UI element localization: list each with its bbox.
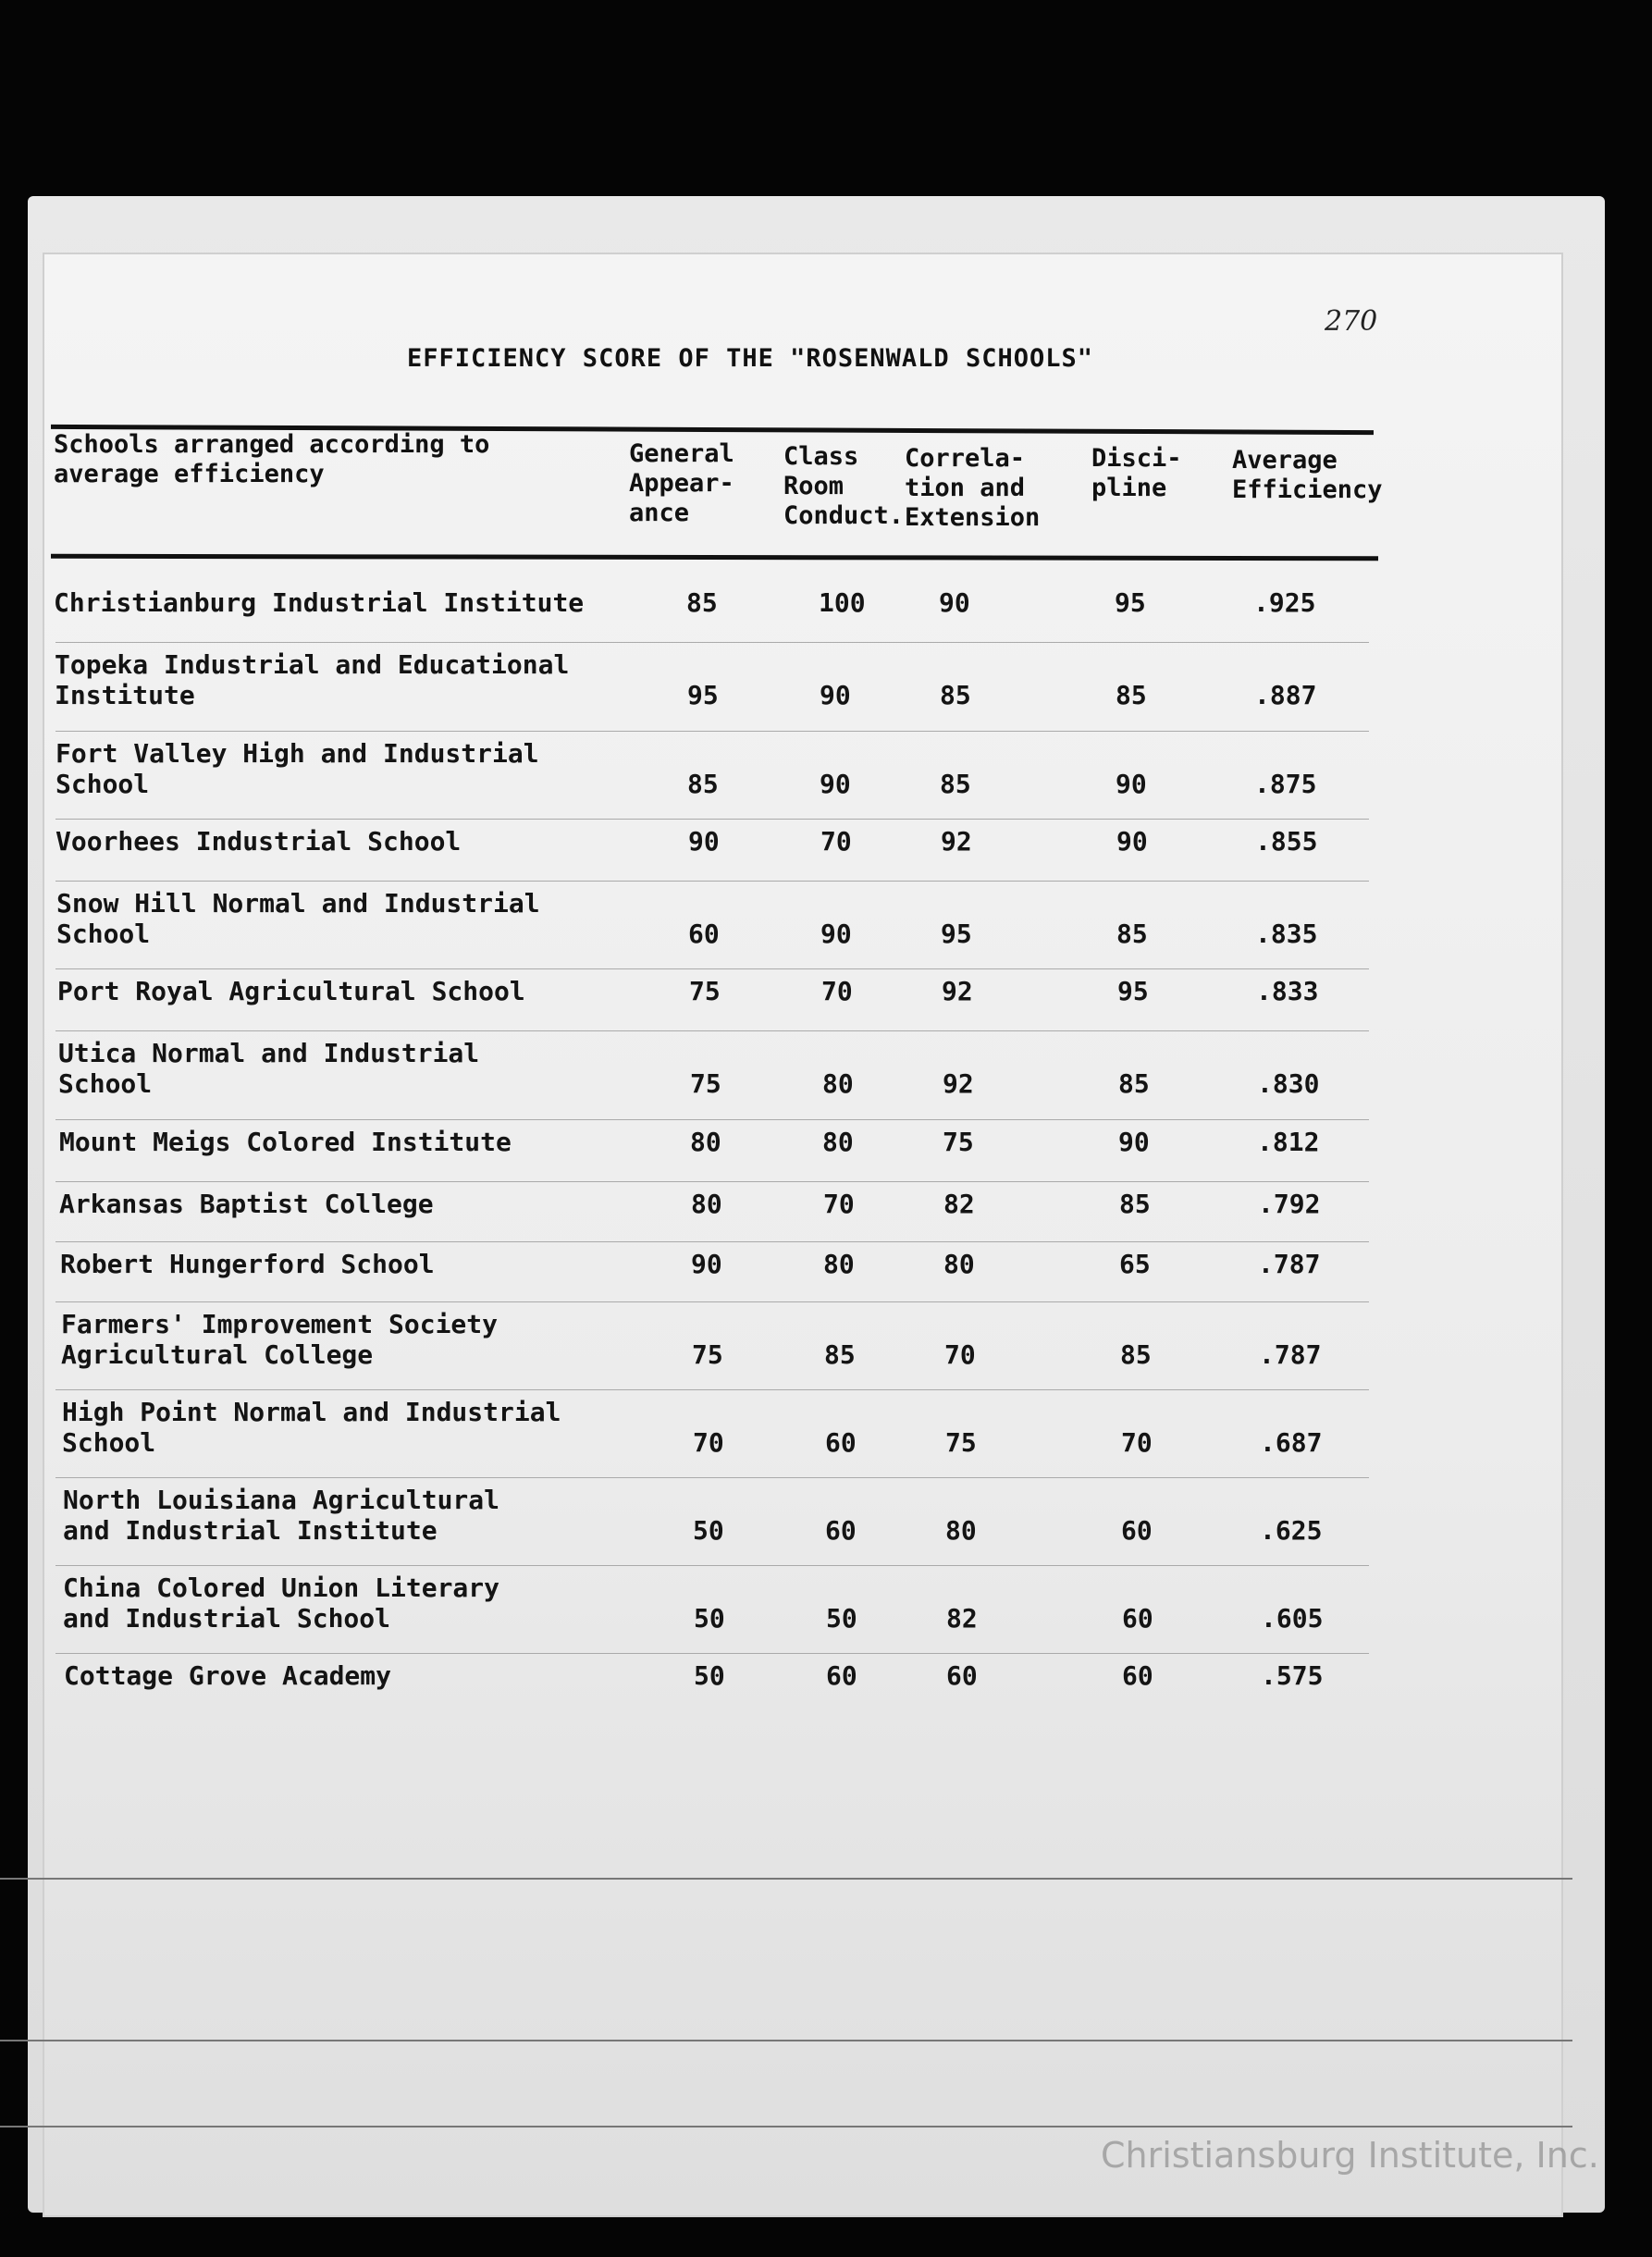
cell-discipline: 85	[1116, 919, 1148, 949]
cell-school-name: Snow Hill Normal and Industrial School	[56, 888, 540, 949]
header-average-efficiency: Average Efficiency	[1232, 446, 1383, 504]
divider-line	[0, 2040, 1572, 2041]
cell-average-efficiency: .830	[1257, 1068, 1320, 1099]
page-number: 270	[1325, 305, 1378, 338]
cell-school-name: Port Royal Agricultural School	[57, 976, 525, 1006]
row-separator	[55, 881, 1369, 882]
cell-general-appearance: 75	[692, 1339, 723, 1370]
cell-discipline: 70	[1121, 1427, 1153, 1458]
cell-correlation-extension: 85	[940, 680, 971, 710]
row-separator	[55, 1030, 1369, 1031]
cell-class-room-conduct: 70	[820, 826, 852, 857]
cell-average-efficiency: .687	[1260, 1427, 1323, 1458]
header-school: Schools arranged according to average efficiency	[54, 430, 490, 488]
cell-correlation-extension: 95	[941, 919, 972, 949]
cell-class-room-conduct: 80	[823, 1249, 855, 1279]
cell-average-efficiency: .787	[1259, 1339, 1322, 1370]
cell-general-appearance: 70	[693, 1427, 724, 1458]
cell-correlation-extension: 75	[943, 1127, 974, 1157]
row-separator	[55, 1565, 1369, 1566]
cell-average-efficiency: .575	[1261, 1660, 1324, 1691]
row-separator	[55, 1181, 1369, 1182]
watermark-text: Christiansburg Institute, Inc.	[1101, 2135, 1599, 2176]
cell-discipline: 95	[1115, 587, 1146, 618]
cell-discipline: 90	[1116, 826, 1148, 857]
cell-school-name: Robert Hungerford School	[60, 1249, 435, 1279]
cell-school-name: Arkansas Baptist College	[59, 1189, 434, 1219]
cell-correlation-extension: 75	[945, 1427, 977, 1458]
row-separator	[55, 731, 1369, 732]
cell-class-room-conduct: 100	[819, 587, 866, 618]
row-separator	[55, 1477, 1369, 1478]
cell-general-appearance: 50	[694, 1660, 725, 1691]
cell-school-name: North Louisiana Agricultural and Industrial Institute	[63, 1485, 500, 1546]
cell-general-appearance: 50	[694, 1603, 725, 1634]
cell-class-room-conduct: 70	[823, 1189, 855, 1219]
cell-class-room-conduct: 60	[825, 1427, 857, 1458]
header-general-appearance: General Appear- ance	[629, 439, 734, 527]
cell-school-name: China Colored Union Literary and Industrial School	[63, 1572, 500, 1634]
cell-class-room-conduct: 90	[820, 769, 851, 799]
cell-school-name: High Point Normal and Industrial School	[62, 1397, 561, 1458]
header-correlation-extension: Correla- tion and Extension	[905, 444, 1041, 532]
cell-average-efficiency: .833	[1256, 976, 1319, 1006]
cell-general-appearance: 90	[688, 826, 720, 857]
document-title: EFFICIENCY SCORE OF THE "ROSENWALD SCHOOLS"	[407, 344, 1093, 373]
cell-correlation-extension: 60	[946, 1660, 978, 1691]
cell-school-name: Farmers' Improvement Society Agricultural College	[61, 1309, 499, 1370]
cell-class-room-conduct: 70	[821, 976, 853, 1006]
row-separator	[55, 819, 1369, 820]
cell-average-efficiency: .605	[1261, 1603, 1324, 1634]
cell-class-room-conduct: 80	[822, 1127, 854, 1157]
header-class-room-conduct: Class Room Conduct.	[783, 442, 905, 530]
cell-correlation-extension: 70	[944, 1339, 976, 1370]
row-separator	[55, 1653, 1369, 1654]
cell-average-efficiency: .787	[1258, 1249, 1321, 1279]
cell-general-appearance: 80	[691, 1189, 722, 1219]
cell-average-efficiency: .875	[1254, 769, 1317, 799]
cell-class-room-conduct: 80	[822, 1068, 854, 1099]
cell-average-efficiency: .925	[1253, 587, 1316, 618]
cell-general-appearance: 75	[690, 1068, 721, 1099]
cell-discipline: 90	[1118, 1127, 1150, 1157]
cell-discipline: 85	[1116, 680, 1147, 710]
cell-correlation-extension: 85	[940, 769, 971, 799]
cell-discipline: 65	[1119, 1249, 1151, 1279]
cell-general-appearance: 80	[690, 1127, 721, 1157]
cell-average-efficiency: .625	[1260, 1515, 1323, 1546]
cell-average-efficiency: .887	[1254, 680, 1317, 710]
document-page	[44, 254, 1561, 2215]
cell-general-appearance: 90	[691, 1249, 722, 1279]
cell-general-appearance: 85	[686, 587, 718, 618]
cell-school-name: Voorhees Industrial School	[55, 826, 462, 857]
cell-correlation-extension: 82	[943, 1189, 975, 1219]
cell-discipline: 60	[1122, 1603, 1153, 1634]
cell-school-name: Christianburg Industrial Institute	[54, 587, 585, 618]
row-separator	[55, 968, 1369, 969]
cell-general-appearance: 95	[687, 680, 719, 710]
cell-correlation-extension: 80	[943, 1249, 975, 1279]
cell-class-room-conduct: 50	[826, 1603, 857, 1634]
row-separator	[55, 1389, 1369, 1390]
cell-school-name: Cottage Grove Academy	[64, 1660, 392, 1691]
cell-school-name: Utica Normal and Industrial School	[58, 1038, 480, 1099]
row-separator	[55, 1119, 1369, 1120]
cell-general-appearance: 50	[693, 1515, 724, 1546]
cell-discipline: 85	[1120, 1339, 1152, 1370]
cell-discipline: 85	[1118, 1068, 1150, 1099]
cell-correlation-extension: 92	[942, 976, 973, 1006]
cell-school-name: Topeka Industrial and Educational Institute	[55, 649, 570, 710]
cell-average-efficiency: .812	[1257, 1127, 1320, 1157]
cell-correlation-extension: 92	[943, 1068, 974, 1099]
header-discipline: Disci- pline	[1091, 444, 1182, 502]
cell-correlation-extension: 82	[946, 1603, 978, 1634]
cell-discipline: 60	[1122, 1660, 1153, 1691]
row-separator	[55, 1241, 1369, 1242]
cell-class-room-conduct: 85	[824, 1339, 856, 1370]
cell-class-room-conduct: 60	[825, 1515, 857, 1546]
cell-school-name: Mount Meigs Colored Institute	[59, 1127, 512, 1157]
divider-line	[0, 2126, 1572, 2128]
row-separator	[55, 1301, 1369, 1302]
cell-discipline: 85	[1119, 1189, 1151, 1219]
cell-correlation-extension: 90	[939, 587, 970, 618]
cell-general-appearance: 60	[688, 919, 720, 949]
cell-discipline: 90	[1116, 769, 1147, 799]
cell-correlation-extension: 92	[941, 826, 972, 857]
cell-school-name: Fort Valley High and Industrial School	[55, 738, 539, 799]
cell-correlation-extension: 80	[945, 1515, 977, 1546]
cell-discipline: 60	[1121, 1515, 1153, 1546]
cell-class-room-conduct: 60	[826, 1660, 857, 1691]
cell-general-appearance: 75	[689, 976, 721, 1006]
cell-average-efficiency: .792	[1258, 1189, 1321, 1219]
cell-general-appearance: 85	[687, 769, 719, 799]
divider-line	[0, 1878, 1572, 1880]
row-separator	[55, 642, 1369, 643]
cell-class-room-conduct: 90	[820, 680, 851, 710]
cell-discipline: 95	[1117, 976, 1149, 1006]
cell-average-efficiency: .835	[1255, 919, 1318, 949]
cell-average-efficiency: .855	[1255, 826, 1318, 857]
cell-class-room-conduct: 90	[820, 919, 852, 949]
